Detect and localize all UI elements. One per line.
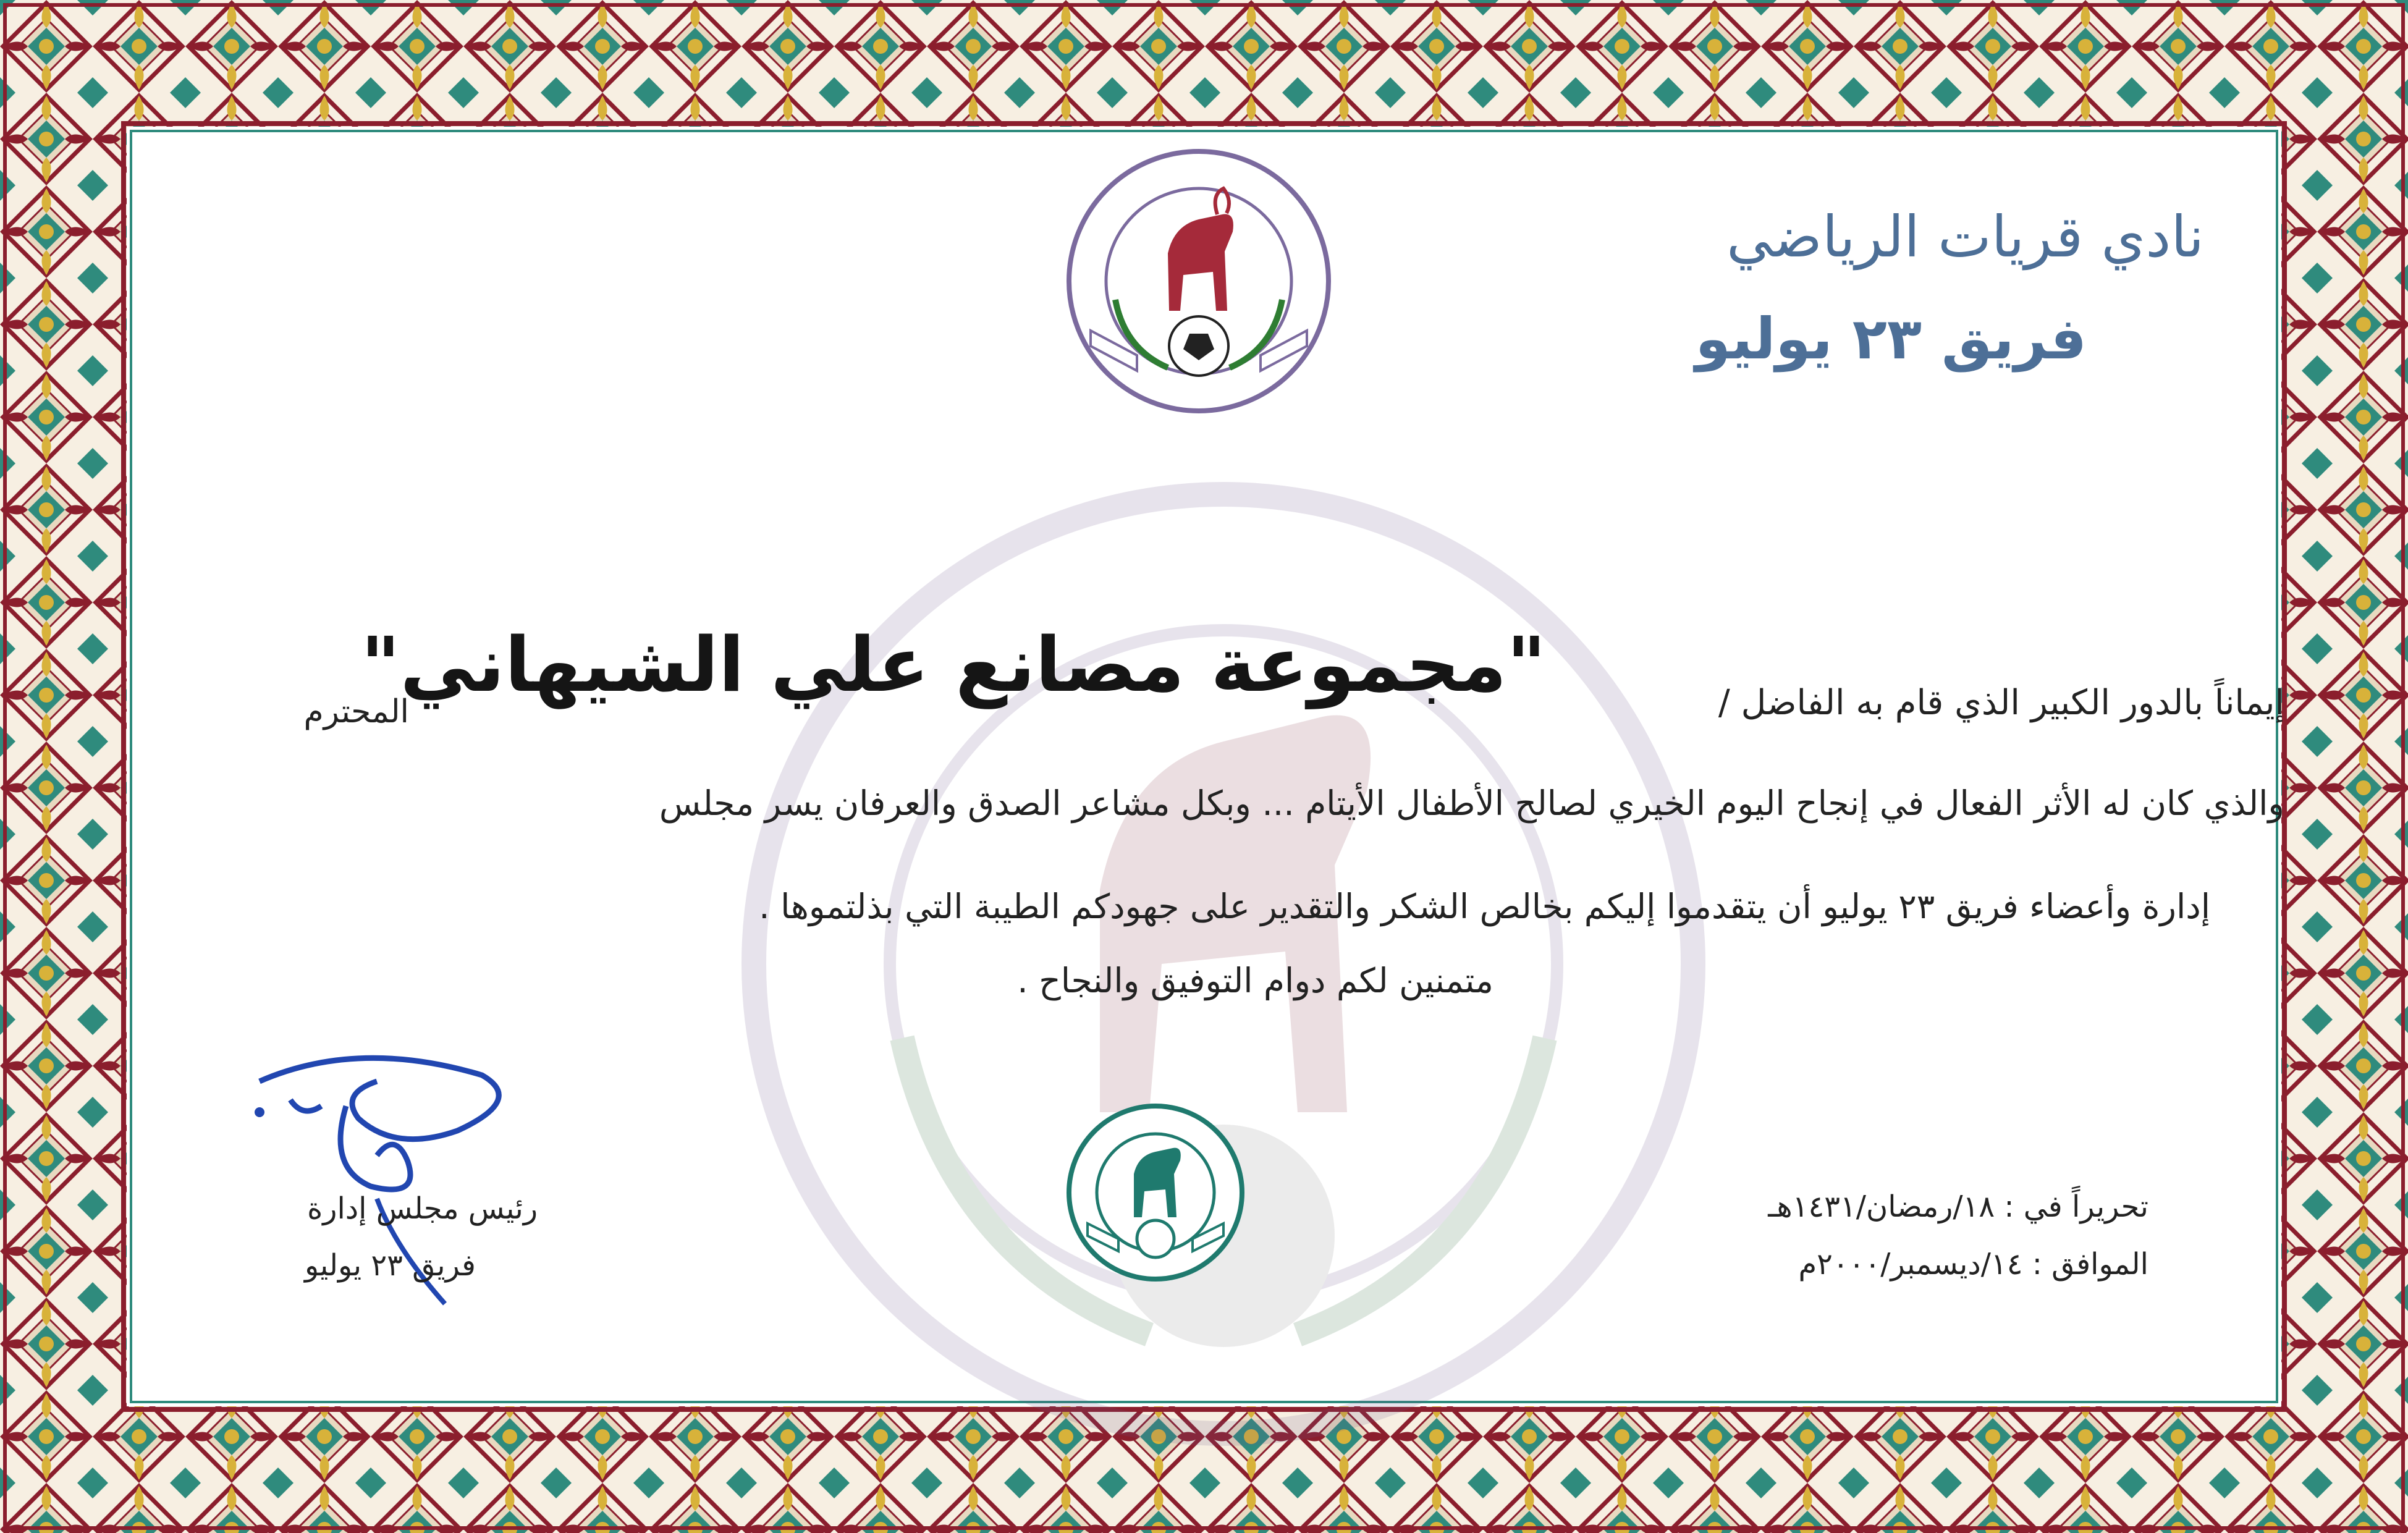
team-name: فريق ٢٣ يوليو [1695, 306, 2087, 372]
body-line-3: إدارة وأعضاء فريق ٢٣ يوليو أن يتقدموا إليكم بخالص الشكر والتقدير على جهودكم الطيبة التي بذلتموها . [759, 887, 2210, 926]
signature [235, 1044, 556, 1328]
club-name: نادي قريات الرياضي [1726, 204, 2204, 270]
signatory-title: رئيس مجلس إدارة [307, 1191, 538, 1226]
club-logo [1063, 145, 1335, 417]
date-hijri: تحريراً في : ١٨/رمضان/١٤٣١هـ [1768, 1189, 2148, 1224]
honoree-name: "مجموعة مصانع علي الشيهاني" [360, 621, 1546, 709]
body-line-2: والذي كان له الأثر الفعال في إنجاح اليوم الخيري لصالح الأطفال الأيتام ... وبكل مشاعر الصدق والعرفان يسر مجلس [659, 783, 2284, 823]
signatory-team: فريق ٢٣ يوليو [305, 1248, 476, 1283]
honorific-label: المحترم [303, 693, 409, 730]
official-stamp [1063, 1100, 1248, 1285]
body-line-4: متمنين لكم دوام التوفيق والنجاح . [1017, 961, 1493, 1000]
opening-line: إيماناً بالدور الكبير الذي قام به الفاضل / [1718, 683, 2284, 723]
date-gregorian: الموافق : ١٤/ديسمبر/٢٠٠٠م [1798, 1247, 2148, 1282]
